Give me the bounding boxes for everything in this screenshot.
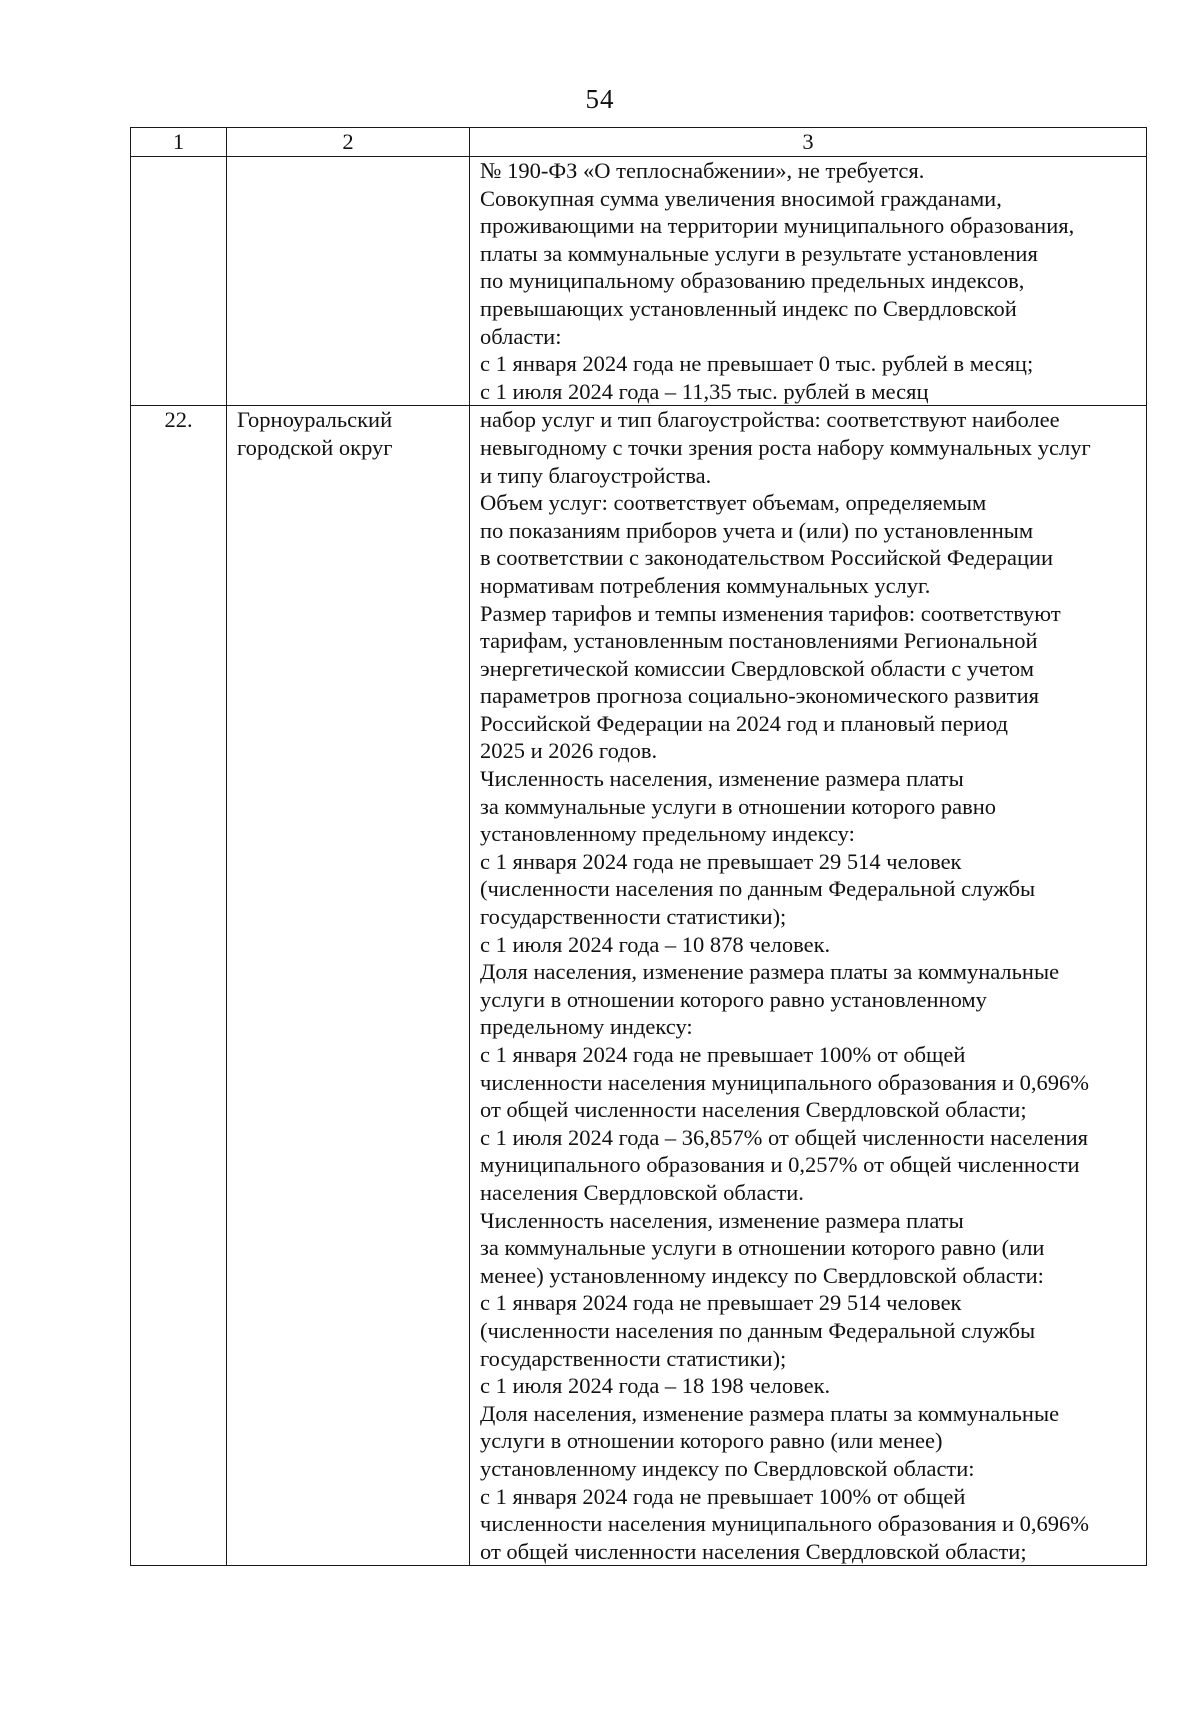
description-line: с 1 января 2024 года не превышает 100% от общей: [480, 1042, 966, 1067]
description-line: от общей численности населения Свердловской области;: [480, 1097, 1027, 1123]
table-row: [131, 157, 1147, 406]
description-line: № 190-ФЗ «О теплоснабжении», не требуется.: [480, 158, 925, 183]
description-line: Объем услуг: соответствует объемам, определяемым: [480, 490, 987, 516]
description-line: с 1 июля 2024 года – 36,857% от общей численности населения: [480, 1124, 1088, 1150]
description-line: Российской Федерации на 2024 год и плановый период: [480, 710, 1009, 736]
description-line: с 1 июля 2024 года – 11,35 тыс. рублей в месяц: [480, 378, 929, 404]
description-line: с 1 января 2024 года не превышает 29 514 человек: [480, 1290, 962, 1316]
header-cell-2: 2: [227, 128, 470, 157]
description-line: от общей численности населения Свердловской области;: [480, 1538, 1027, 1564]
municipality-name-line: Горноуральский: [237, 407, 393, 433]
description-line: менее) установленному индексу по Свердловской области:: [480, 1262, 1044, 1288]
description-line: численности населения муниципального образования и 0,696%: [480, 1069, 1090, 1095]
municipality-cell: [227, 406, 470, 1566]
description-line: государственности статистики);: [480, 904, 787, 930]
description-line: Численность населения, изменение размера платы: [480, 1207, 964, 1233]
description-line: Размер тарифов и темпы изменения тарифов: соответствуют: [480, 600, 1061, 626]
row-number-cell: 22.: [131, 406, 227, 1566]
description-line: по показаниям приборов учета и (или) по установленным: [480, 517, 1034, 543]
description-line: установленному предельному индексу:: [480, 821, 855, 847]
description-line: 2025 и 2026 годов.: [480, 738, 658, 764]
description-line: тарифам, установленным постановлениями Региональной: [480, 628, 1038, 654]
header-cell-3: 3: [470, 128, 1147, 157]
description-line: численности населения муниципального образования и 0,696%: [480, 1511, 1090, 1537]
description-line: в соответствии с законодательством Российской Федерации: [480, 545, 1054, 571]
description-line: Доля населения, изменение размера платы за коммунальные: [480, 1400, 1060, 1426]
header-cell-1: 1: [131, 128, 227, 157]
description-line: и типу благоустройства.: [480, 462, 712, 488]
description-line: невыгодному с точки зрения роста набору коммунальных услуг: [480, 434, 1091, 460]
description-line: области:: [480, 323, 562, 349]
description-line: (численности населения по данным Федеральной службы: [480, 1317, 1036, 1343]
description-line: проживающими на территории муниципального образования,: [480, 213, 1075, 239]
description-line: с 1 июля 2024 года – 10 878 человек.: [480, 931, 831, 957]
description-line: с 1 июля 2024 года – 18 198 человек.: [480, 1373, 831, 1399]
row-number-cell: [131, 157, 227, 406]
description-line: с 1 января 2024 года не превышает 29 514 человек: [480, 848, 962, 874]
description-line: Численность населения, изменение размера платы: [480, 766, 964, 792]
description-cell: [470, 406, 1147, 1566]
table-header-row: [131, 128, 1147, 157]
description-line: энергетической комиссии Свердловской области с учетом: [480, 655, 1034, 681]
description-line: услуги в отношении которого равно установленному: [480, 986, 987, 1012]
table-row: [131, 406, 1147, 1566]
description-line: (численности населения по данным Федеральной службы: [480, 876, 1036, 902]
description-line: нормативам потребления коммунальных услуг.: [480, 572, 931, 598]
description-line: государственности статистики);: [480, 1345, 787, 1371]
document-table: [130, 127, 1147, 1566]
description-line: муниципального образования и 0,257% от общей численности: [480, 1152, 1080, 1178]
description-line: с 1 января 2024 года не превышает 0 тыс. рублей в месяц;: [480, 351, 1034, 377]
description-cell: [470, 157, 1147, 406]
description-line: населения Свердловской области.: [480, 1179, 804, 1205]
page-number: 54: [585, 84, 615, 114]
municipality-cell: [227, 157, 470, 406]
description-line: набор услуг и тип благоустройства: соответствуют наиболее: [480, 407, 1060, 433]
description-line: установленному индексу по Свердловской области:: [480, 1455, 975, 1481]
description-line: Совокупная сумма увеличения вносимой гражданами,: [480, 185, 1002, 211]
municipality-name-line: городской округ: [237, 434, 393, 460]
description-line: с 1 января 2024 года не превышает 100% от общей: [480, 1483, 966, 1509]
description-line: по муниципальному образованию предельных индексов,: [480, 268, 1025, 294]
description-line: услуги в отношении которого равно (или менее): [480, 1428, 943, 1454]
description-line: превышающих установленный индекс по Свердловской: [480, 295, 1017, 321]
description-line: параметров прогноза социально-экономического развития: [480, 683, 1039, 709]
description-line: предельному индексу:: [480, 1014, 693, 1040]
description-line: платы за коммунальные услуги в результате установления: [480, 240, 1038, 266]
description-line: за коммунальные услуги в отношении которого равно (или: [480, 1235, 1045, 1261]
description-line: за коммунальные услуги в отношении которого равно: [480, 793, 997, 819]
description-line: Доля населения, изменение размера платы за коммунальные: [480, 959, 1060, 985]
